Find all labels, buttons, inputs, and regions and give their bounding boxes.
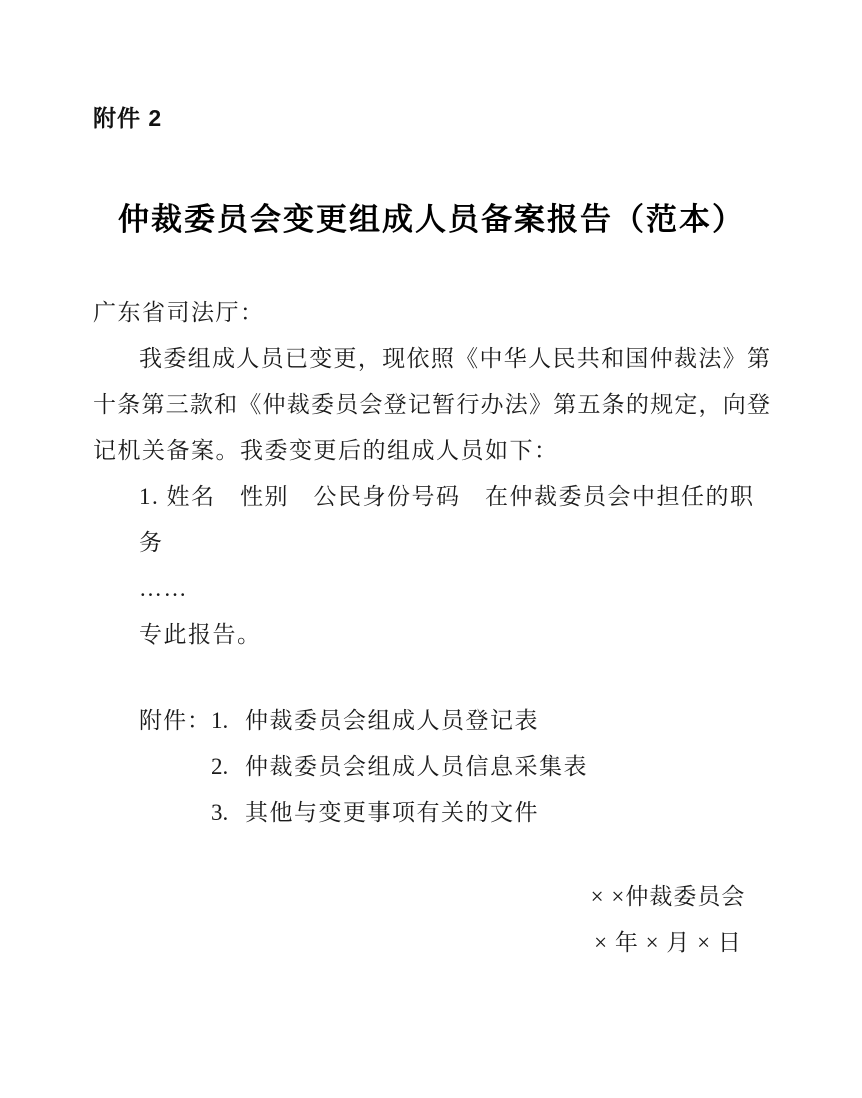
body-line-1: 我委组成人员已变更，现依照《中华人民共和国仲裁法》第: [139, 346, 770, 371]
attachment-item-row: [139, 744, 770, 790]
attachment-item-row: [139, 790, 770, 836]
document-body: [93, 290, 770, 658]
body-line-3: 记机关备案。我委变更后的组成人员如下：: [93, 438, 559, 463]
attachment-item-number: 2.: [211, 754, 229, 779]
salutation: 广东省司法厅：: [93, 300, 265, 325]
attachments-label-spacer: [139, 744, 211, 790]
attachment-item-number: 1.: [211, 708, 229, 733]
attachment-item-row: [139, 698, 770, 744]
attachment-item-text: 其他与变更事项有关的文件: [245, 800, 539, 825]
signature-block: [543, 874, 793, 966]
attachments-label-spacer: [139, 790, 211, 836]
page-title: 仲裁委员会变更组成人员备案报告（范本）: [118, 202, 745, 237]
ellipsis-line: ……: [139, 576, 188, 601]
attachment-item-text: 仲裁委员会组成人员登记表: [245, 708, 539, 733]
body-line-4: 1. 姓名 性别 公民身份号码 在仲裁委员会中担任的职务: [139, 484, 755, 555]
signature-committee-name: × ×仲裁委员会: [590, 884, 746, 909]
attachment-item-number: 3.: [211, 800, 229, 825]
attachment-item-text: 仲裁委员会组成人员信息采集表: [245, 754, 588, 779]
closing-line: 专此报告。: [139, 622, 262, 647]
attachments-label: 附件：: [139, 708, 211, 733]
body-line-2: 十条第三款和《仲裁委员会登记暂行办法》第五条的规定，向登: [93, 392, 770, 417]
attachment-number-label: 附件 2: [93, 105, 163, 131]
signature-date: × 年 × 月 × 日: [594, 930, 742, 955]
attachments-list: [93, 698, 770, 836]
